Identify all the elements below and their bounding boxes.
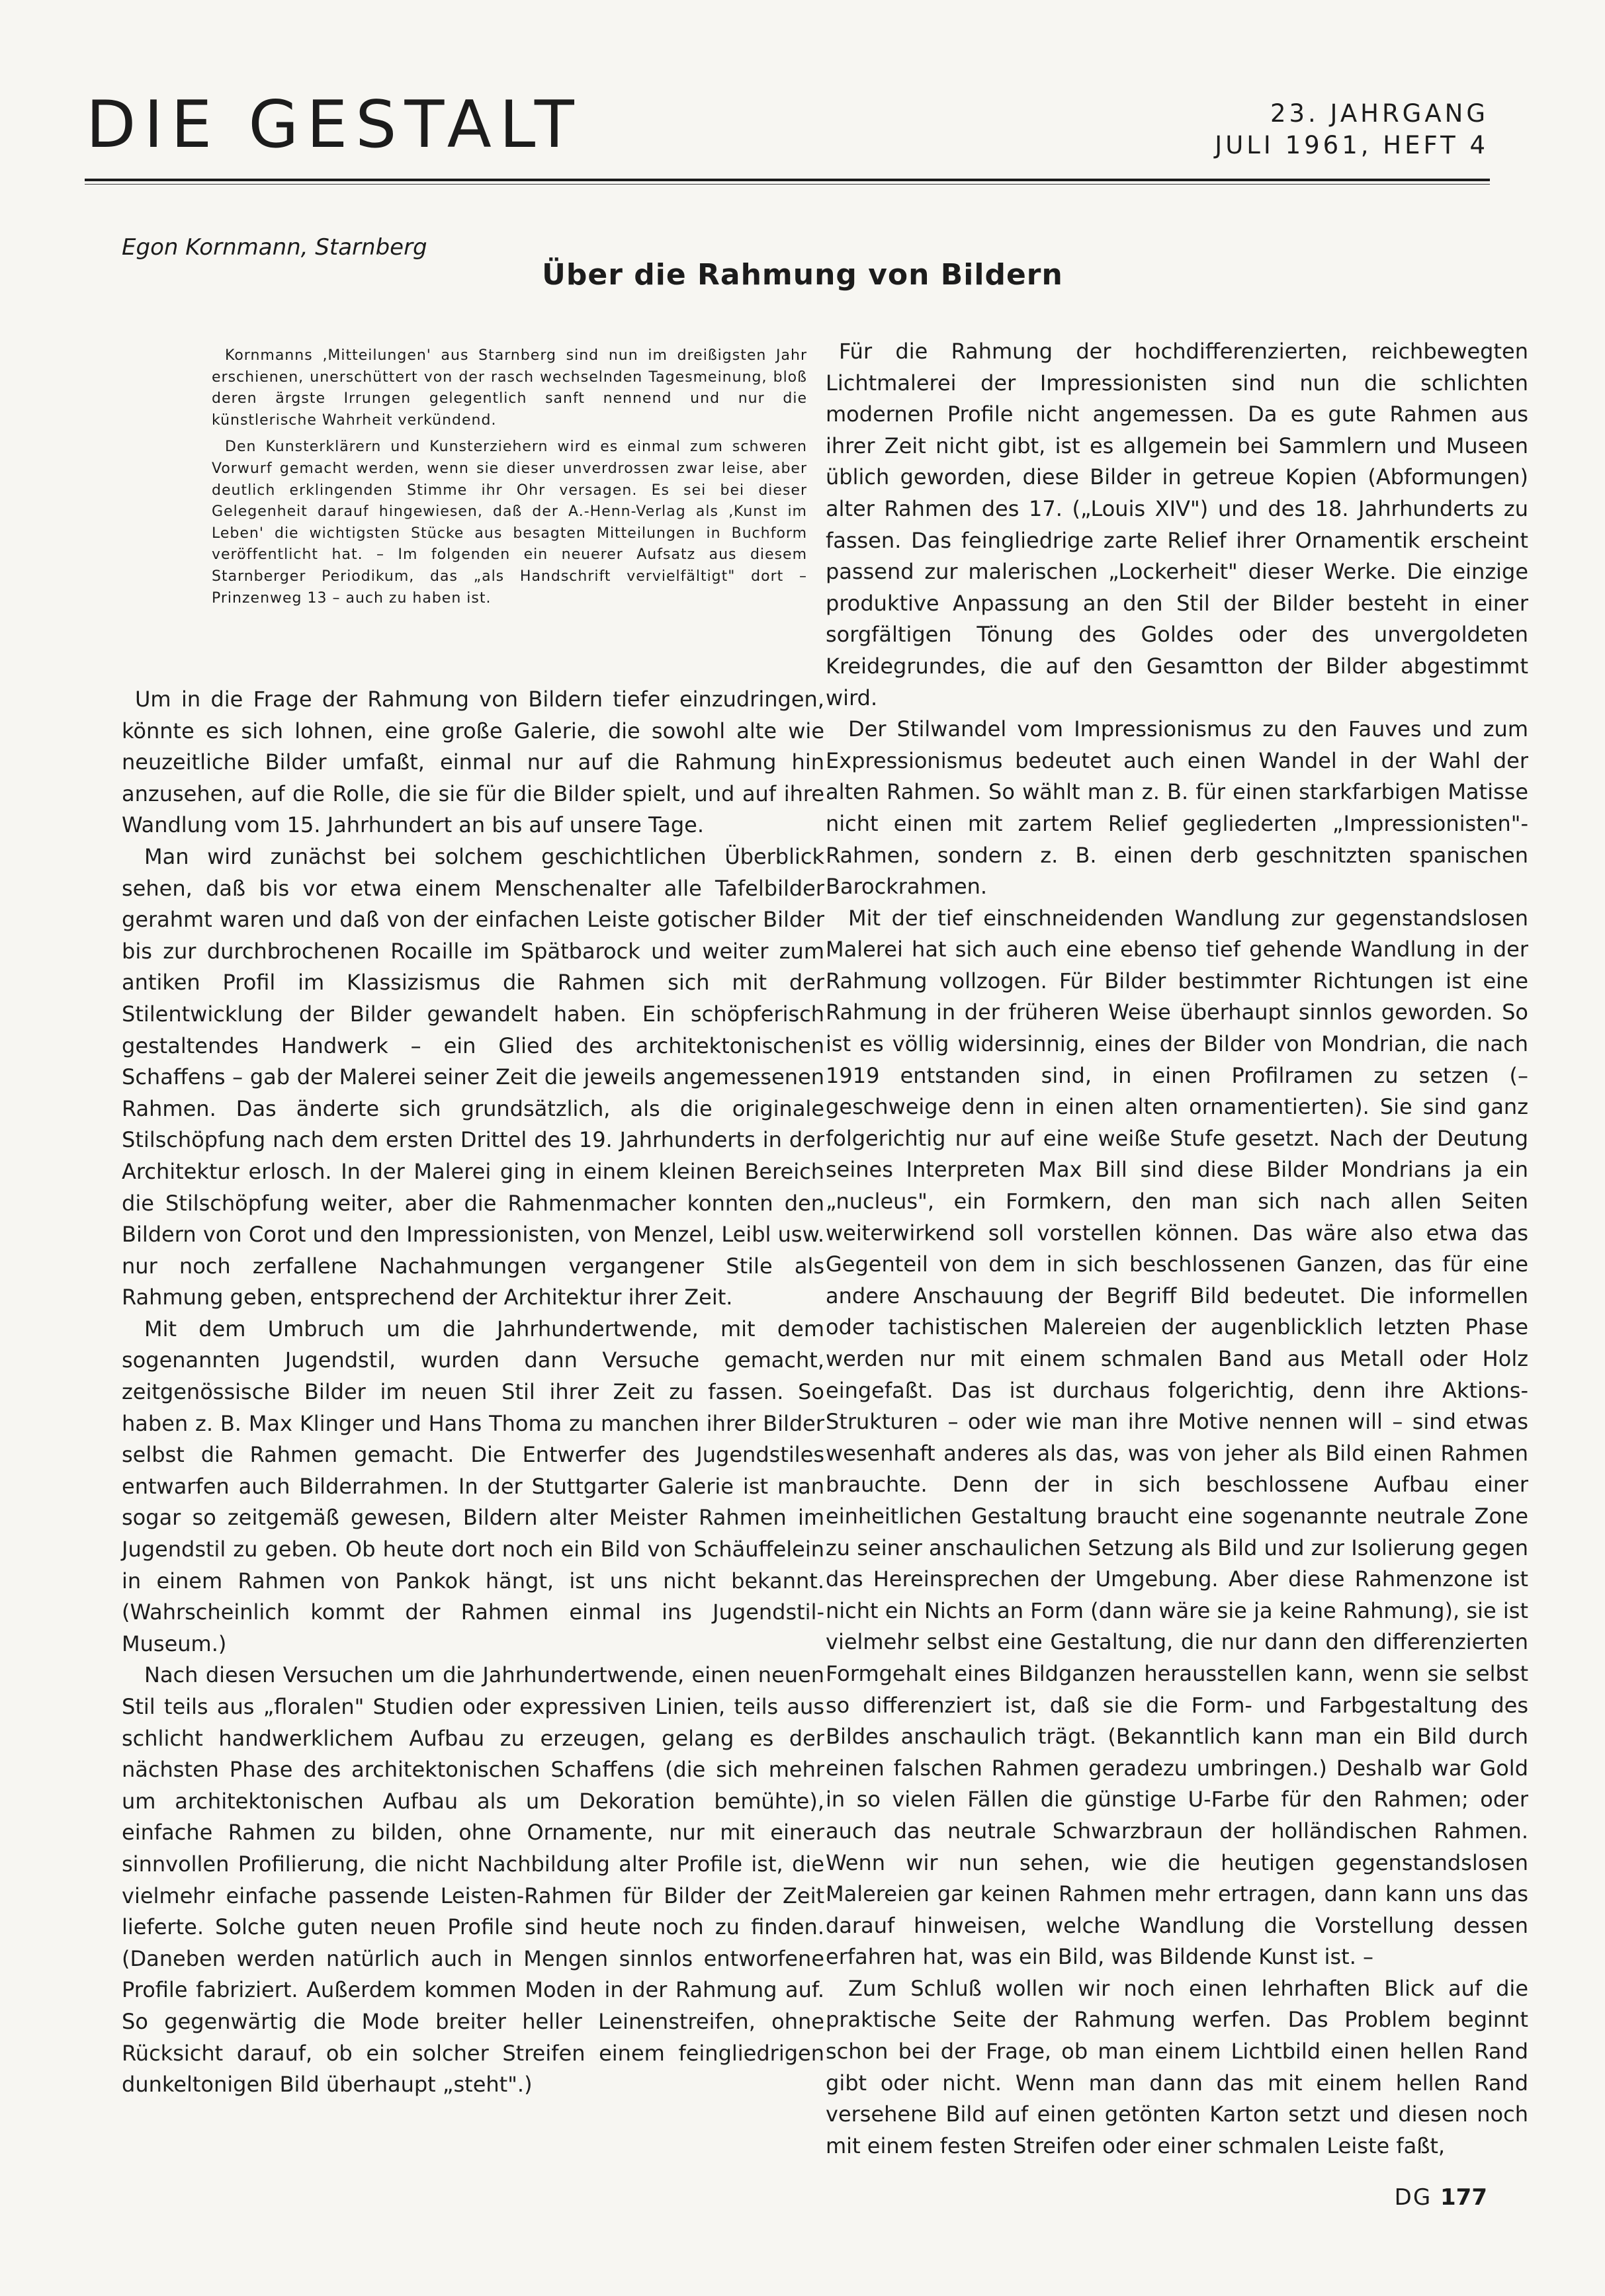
body-paragraph: Nach diesen Versuchen um die Jahrhundertwende, einen neuen Stil teils aus „floralen" Studien oder expressiven Linien, teils aus schlicht handwerklichem Aufbau zu erzeugen, gelang es der nächsten Phase des architektonischen Schaffens (die sich mehr um architektonischen Aufbau als um Dekoration bemühte), einfache Rahmen zu bilden, ohne Ornamente, nur mit einer sinnvollen Profilierung, die nicht Nachbildung alter Profile ist, die vielmehr einfache passende Leisten-Rahmen für Bilder der Zeit lieferte. Solche guten neuen Profile sind heute noch zu finden. (Daneben werden natürlich auch in Mengen sinnlos entworfene Profile fabriziert. Außerdem kommen Moden in der Rahmung auf. So gegenwärtig die Mode breiter heller Leinenstreifen, ohne Rücksicht darauf, ob ein solcher Streifen einem feingliedrigen dunkeltonigen Bild überhaupt „steht".)	[122, 1662, 824, 2098]
body-paragraph: Mit dem Umbruch um die Jahrhundertwende, mit dem sogenannten Jugendstil, wurden dann Versuche gemacht, zeitgenössische Bilder im neuen Stil ihrer Zeit zu fassen. So haben z. B. Max Klinger und Hans Thoma zu manchen ihrer Bilder selbst die Rahmen gemacht. Die Entwerfer des Jugendstiles entwarfen auch Bilderrahmen. In der Stuttgarter Galerie ist man sogar so zeitgemäß gewesen, Bildern alter Meister Rahmen im Jugendstil zu geben. Ob heute dort noch ein Bild von Schäuffelein in einem Rahmen von Pankok hängt, ist uns nicht bekannt. (Wahrscheinlich kommt der Rahmen einmal ins Jugendstil-Museum.)	[122, 1316, 824, 1656]
body-paragraph: Mit der tief einschneidenden Wandlung zur gegenstandslosen Malerei hat sich auch eine ebenso tief gehende Wandlung in der Rahmung vollzogen. Für Bilder bestimmter Richtungen ist eine Rahmung in der früheren Weise überhaupt sinnlos geworden. So ist es völlig widersinnig, eines der Bilder von Mondrian, die nach 1919 entstanden sind, in einen Profilramen zu setzen (– geschweige denn in einen alten ornamentierten). Sie sind ganz folgerichtig nur auf eine weiße Stufe gesetzt. Nach der Deutung seines Interpreten Max Bill sind diese Bilder Mondrians ja ein „nucleus", ein Formkern, den man sich nach allen Seiten weiterwirkend soll vorstellen können. Das wäre also etwa das Gegenteil von dem in sich beschlossenen Ganzen, das für eine andere Anschauung der Begriff Bild bedeutet. Die informellen oder tachistischen Malereien der augenblicklich letzten Phase werden nur mit einem schmalen Band aus Metall oder Holz eingefaßt. Das ist durchaus folgerichtig, denn ihre Aktions-Strukturen – oder wie man ihre Motive nennen will – sind etwas wesenhaft anderes als das, was von jeher als Bild einen Rahmen brauchte. Denn der in sich beschlossene Aufbau einer einheitlichen Gestaltung braucht eine sogenannte neutrale Zone zu seiner anschaulichen Setzung als Bild und zur Isolierung gegen das Hereinsprechen der Umgebung. Aber diese Rahmenzone ist nicht ein Nichts an Form (dann wäre sie ja keine Rahmung), sie ist vielmehr selbst eine Gestaltung, die nur dann den differenzierten Formgehalt eines Bildganzen herausstellen kann, wenn sie selbst so differenziert ist, daß sie die Form- und Farbgestaltung des Bildes anschaulich trägt. (Bekanntlich kann man ein Bild durch einen falschen Rahmen geradezu umbringen.) Deshalb war Gold in so vielen Fällen die günstige U-Farbe für den Rahmen; oder auch das neutrale Schwarzbraun der holländischen Rahmen. Wenn wir nun sehen, wie die heutigen gegenstandslosen Malereien gar keinen Rahmen mehr ertragen, dann kann uns das darauf hinweisen, welche Wandlung die Vorstellung dessen erfahren hat, was ein Bild, was Bildende Kunst ist. –	[826, 905, 1528, 1970]
header-rule	[85, 179, 1490, 181]
header-rule-thin	[85, 184, 1490, 185]
masthead-title: DIE GESTALT	[86, 87, 582, 163]
issue-label: JULI 1961, HEFT 4	[1215, 131, 1489, 159]
intro-note	[212, 345, 807, 615]
issue-info	[1118, 98, 1489, 161]
intro-paragraph: Kornmanns ‚Mitteilungen' aus Starnberg sind nun im dreißigsten Jahr erschienen, unerschüttert von der rasch wechselnden Tagesmeinung, bloß deren ärgste Irrungen gelegentlich sanft nennend und nur die künstlerische Wahrheit verkündend.	[212, 347, 807, 429]
journal-abbreviation: DG	[1394, 2184, 1432, 2211]
article-author: Egon Kornmann, Starnberg	[122, 234, 427, 261]
page-number: 177	[1440, 2184, 1487, 2211]
body-paragraph: Um in die Frage der Rahmung von Bildern tiefer einzudringen, könnte es sich lohnen, eine große Galerie, die sowohl alte wie neuzeitliche Bilder umfaßt, einmal nur auf die Rahmung hin anzusehen, auf die Rolle, die sie für die Bilder spielt, und auf ihre Wandlung vom 15. Jahrhundert an bis auf unsere Tage.	[122, 687, 824, 838]
volume-label: 23. JAHRGANG	[1270, 99, 1489, 128]
body-column-left	[122, 684, 824, 2101]
body-paragraph: Der Stilwandel vom Impressionismus zu den Fauves und zum Expressionismus bedeutet auch einen Wandel in der Wahl der alten Rahmen. So wählt man z. B. für einen starkfarbigen Matisse nicht einen mit zartem Relief gegliederten „Impressionisten"-Rahmen, sondern z. B. einen derb geschnitzten spanischen Barockrahmen.	[826, 716, 1528, 900]
page-footer	[1395, 2184, 1487, 2211]
body-paragraph: Für die Rahmung der hochdifferenzierten, reichbewegten Lichtmalerei der Impressionisten sind nun die schlichten modernen Profile nicht angemessen. Da es gute Rahmen aus ihrer Zeit nicht gibt, ist es allgemein bei Sammlern und Museen üblich geworden, diese Bilder in getreue Kopien (Abformungen) alter Rahmen des 17. („Louis XIV") und des 18. Jahrhunderts zu fassen. Das feingliedrige zarte Relief ihrer Ornamentik erscheint passend zur malerischen „Lockerheit" dieser Werke. Die einzige produktive Anpassung an den Stil der Bilder besteht in einer sorgfältigen Tönung des Goldes oder des unvergoldeten Kreidegrundes, die auf den Gesamtton der Bilder abgestimmt wird.	[826, 339, 1528, 710]
intro-paragraph: Den Kunsterklärern und Kunsterziehern wird es einmal zum schweren Vorwurf gemacht werden, wenn sie dieser unverdrossen zwar leise, aber deutlich erklingenden Stimme ihr Ohr versagen. Es sei bei dieser Gelegenheit darauf hingewiesen, daß der A.-Henn-Verlag als ‚Kunst im Leben' die wichtigsten Stücke aus besagten Mitteilungen in Buchform veröffentlicht hat. – Im folgenden ein neuerer Aufsatz aus diesem Starnberger Periodikum, das „als Handschrift vervielfältigt" dort – Prinzenweg 13 – auch zu haben ist.	[212, 439, 807, 607]
body-column-right	[826, 336, 1528, 2162]
body-paragraph: Man wird zunächst bei solchem geschichtlichen Überblick sehen, daß bis vor etwa einem Menschenalter alle Tafelbilder gerahmt waren und daß von der einfachen Leiste gotischer Bilder bis zur durchbrochenen Rocaille im Spätbarock und weiter zum antiken Profil im Klassizismus die Rahmen sich mit der Stilentwicklung der Bilder gewandelt haben. Ein schöpferisch gestaltendes Handwerk – ein Glied des architektonischen Schaffens – gab der Malerei seiner Zeit die jeweils angemessenen Rahmen. Das änderte sich grundsätzlich, als die originale Stilschöpfung nach dem ersten Drittel des 19. Jahrhunderts in der Architektur erlosch. In der Malerei ging in einem kleinen Bereich die Stilschöpfung weiter, aber die Rahmenmacher konnten den Bildern von Corot und den Impressionisten, von Menzel, Leibl usw. nur noch zerfallene Nachahmungen vergangener Stile als Rahmung geben, entsprechend der Architektur ihrer Zeit.	[122, 843, 824, 1310]
article-title: Über die Rahmung von Bildern	[542, 258, 1063, 292]
body-paragraph: Zum Schluß wollen wir noch einen lehrhaften Blick auf die praktische Seite der Rahmung werfen. Das Problem beginnt schon bei der Frage, ob man einem Lichtbild einen hellen Rand gibt oder nicht. Wenn man dann das mit einem hellen Rand versehene Bild auf einen getönten Karton setzt und diesen noch mit einem festen Streifen oder einer schmalen Leiste faßt,	[826, 1975, 1528, 2158]
